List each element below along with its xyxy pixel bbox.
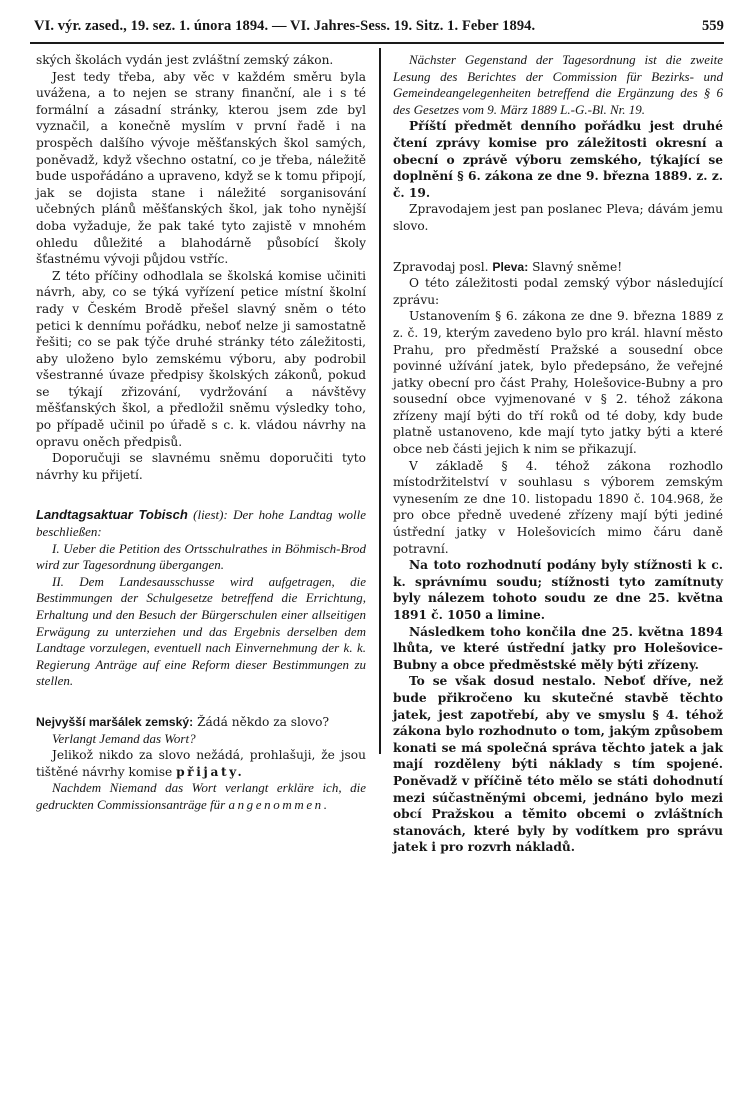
paragraph: Příští předmět denního pořádku jest druhé čtení zprávy komise pro záležitosti okresní a obecní o zprávě výboru zemského, týkající se doplnění § 6. zákona ze dne 9. března 1889. z. z. č. 19. bbox=[393, 119, 723, 200]
speaker-paragraph bbox=[36, 714, 366, 731]
speaker-text: (liest): Der hohe Landtag wolle beschließen: bbox=[36, 507, 366, 540]
paragraph bbox=[36, 780, 366, 813]
paragraph: II. Dem Landesausschusse wird aufgetragen, die Bestimmungen der Schulgesetze betreffend die Errichtung, Erhaltung und den Besuch der Bürgerschulen einer allseitigen Erwägung zu unterziehen und das Ergebnis derselben dem Landtage vorzulegen, eventuell nach Einvernehmung der k. k. Regierung Anträge auf eine Reform dieser Bestimmungen zu stellen. bbox=[36, 573, 366, 689]
paragraph: ských školách vydán jest zvláštní zemský zákon. bbox=[36, 53, 334, 67]
paragraph bbox=[36, 747, 366, 780]
speaker-paragraph bbox=[36, 507, 366, 540]
speaker-text: Slavný sněme! bbox=[528, 259, 623, 274]
running-head: VI. výr. zased., 19. sez. 1. února 1894. — VI. Jahres-Sess. 19. Sitz. 1. Feber 1894. bbox=[34, 18, 536, 34]
right-column bbox=[393, 52, 723, 856]
page-number: 559 bbox=[701, 18, 724, 34]
speaker-prefix: Zpravodaj posl. bbox=[393, 259, 493, 274]
speaker-name: Nejvyšší maršálek zemský: bbox=[36, 714, 194, 729]
speaker-name: Pleva: bbox=[492, 259, 529, 274]
paragraph: Na toto rozhodnutí podány byly stížnosti k c. k. správnímu soudu; stížnosti tyto zamítnuty byly nálezem tohoto soudu ze dne 25. května 1891 č. 1050 a limine. bbox=[393, 558, 723, 622]
paragraph: I. Ueber die Petition des Ortsschulrathes in Böhmisch-Brod wird zur Tagesordnung übergangen. bbox=[36, 540, 366, 573]
speaker-name: Landtagsaktuar Tobisch bbox=[36, 507, 188, 523]
paragraph: O této záležitosti podal zemský výbor následující zprávu: bbox=[393, 276, 723, 307]
header-rule bbox=[30, 42, 724, 44]
paragraph: Zpravodajem jest pan poslanec Pleva; dávám jemu slovo. bbox=[393, 202, 723, 233]
paragraph: Verlangt Jemand das Wort? bbox=[52, 730, 196, 746]
speaker-text: Žádá někdo za slovo? bbox=[193, 714, 330, 729]
paragraph: Jest tedy třeba, aby věc v každém směru byla uvážena, a to nejen se strany finanční, ale i s té formální a zásadní stránky, kterou jsem zde byl vyznačil, a konečně myslím v první řadě i na prospěch dalšího vývoje měšťanských škol samých, poněvadž, když všechno ostatní, co je třeba, náležitě bude uspořádáno a upraveno, když se k tomu připojí, jak se dojista stane i náležité sorganisování učebných plánů měšťanských škol, jak toho nynější doba vyžaduje, že pak také tyto zajistě v mnohém ohledu důležité a blahodárně působící školy šťastnému vývoji půjdou vstříc. bbox=[36, 69, 366, 267]
paragraph: Z této příčiny odhodlala se školská komise učiniti návrh, aby, co se týká vyřízení petice místní školní rady v Českém Brodě přešel slavný sněm o této petici k dennímu pořádku, neboť nelze ji samostatně řešiti; co se pak týče druhé stránky této záležitosti, aby uloženo bylo zemskému výboru, aby podrobil všestranné úvaze předpisy školských zákonů, pokud se týkají zřizování, vydržování a návštěvy měšťanských škol, a předložil sněmu výsledky toho, po případě učinil po úřadě s c. k. vládou návrhy na opravu oněch předpisů. bbox=[36, 268, 366, 449]
left-column bbox=[36, 52, 366, 814]
emphasis: přijaty. bbox=[176, 764, 245, 779]
paragraph: Doporučuji se slavnému sněmu doporučiti tyto návrhy ku přijetí. bbox=[36, 451, 366, 482]
page-header bbox=[34, 18, 724, 40]
paragraph: Ustanovením § 6. zákona ze dne 9. března 1889 z z. č. 19, kterým zavedeno bylo pro král. hlavní město Prahu, pro předměstí Pražské a sousední obce povinné užívání jatek, bylo předepsáno, že veřejné jatky obecní pro část Prahy, Holešovice-Bubny a pro sousední obce vyjmenované v § 2. téhož zákona zřízeny mají býti do tří roků od té doby, kdy bude platně ustanoveno, kde mají tyto jatky býti a které obce neb části jejich k nim se přikazují. bbox=[393, 309, 723, 457]
paragraph-text: Nachdem Niemand das Wort verlangt erkläre ich, die gedruckten Commissionsanträge für bbox=[36, 780, 366, 812]
speaker-paragraph bbox=[393, 259, 723, 276]
paragraph: V základě § 4. téhož zákona rozhodlo místodržitelství v souhlasu s výborem zemským vynesením ze dne 10. listopadu 1890 č. 104.968, že pro obce předně uvedené zřízeny mají býti jediné ústřední jatky v Holešovicích mimo čáru daně potravní. bbox=[393, 458, 723, 556]
paragraph: Následkem toho končila dne 25. května 1894 lhůta, ve které ústřední jatky pro Holešovice-Bubny a obce předměstské měly býti zřízeny. bbox=[393, 624, 723, 672]
column-divider bbox=[379, 48, 381, 754]
paragraph-text: Jelikož nikdo za slovo nežádá, prohlašuji, že jsou tištěné návrhy komise bbox=[36, 748, 366, 779]
paragraph: Nächster Gegenstand der Tagesordnung ist die zweite Lesung des Berichtes der Commission für Bezirks- und Gemeindeangelegenheiten betreffend die Ergänzung des § 6 des Gesetzes vom 9. März 1889 L.-G.-Bl. Nr. 19. bbox=[393, 52, 723, 117]
emphasis: angenommen. bbox=[228, 796, 330, 812]
paragraph: To se však dosud nestalo. Neboť dříve, než bude přikročeno ku skutečné stavbě těchto jatek, jest zapotřebí, aby ve smyslu § 4. téhož zákona bylo rozhodnuto o tom, jakým způsobem konati se má společná správa těchto jatek a jak mají rozděleny býti náklady s tím spojené. Poněvadž v příčině této mělo se státi dohodnutí mezi súčastněnými obcemi, jednáno bylo mezi obcí Pražskou a těmito obcemi o zvláštních stanovách, které byly by vodítkem pro správu jatek i pro rozvrh nákladů. bbox=[393, 674, 723, 855]
